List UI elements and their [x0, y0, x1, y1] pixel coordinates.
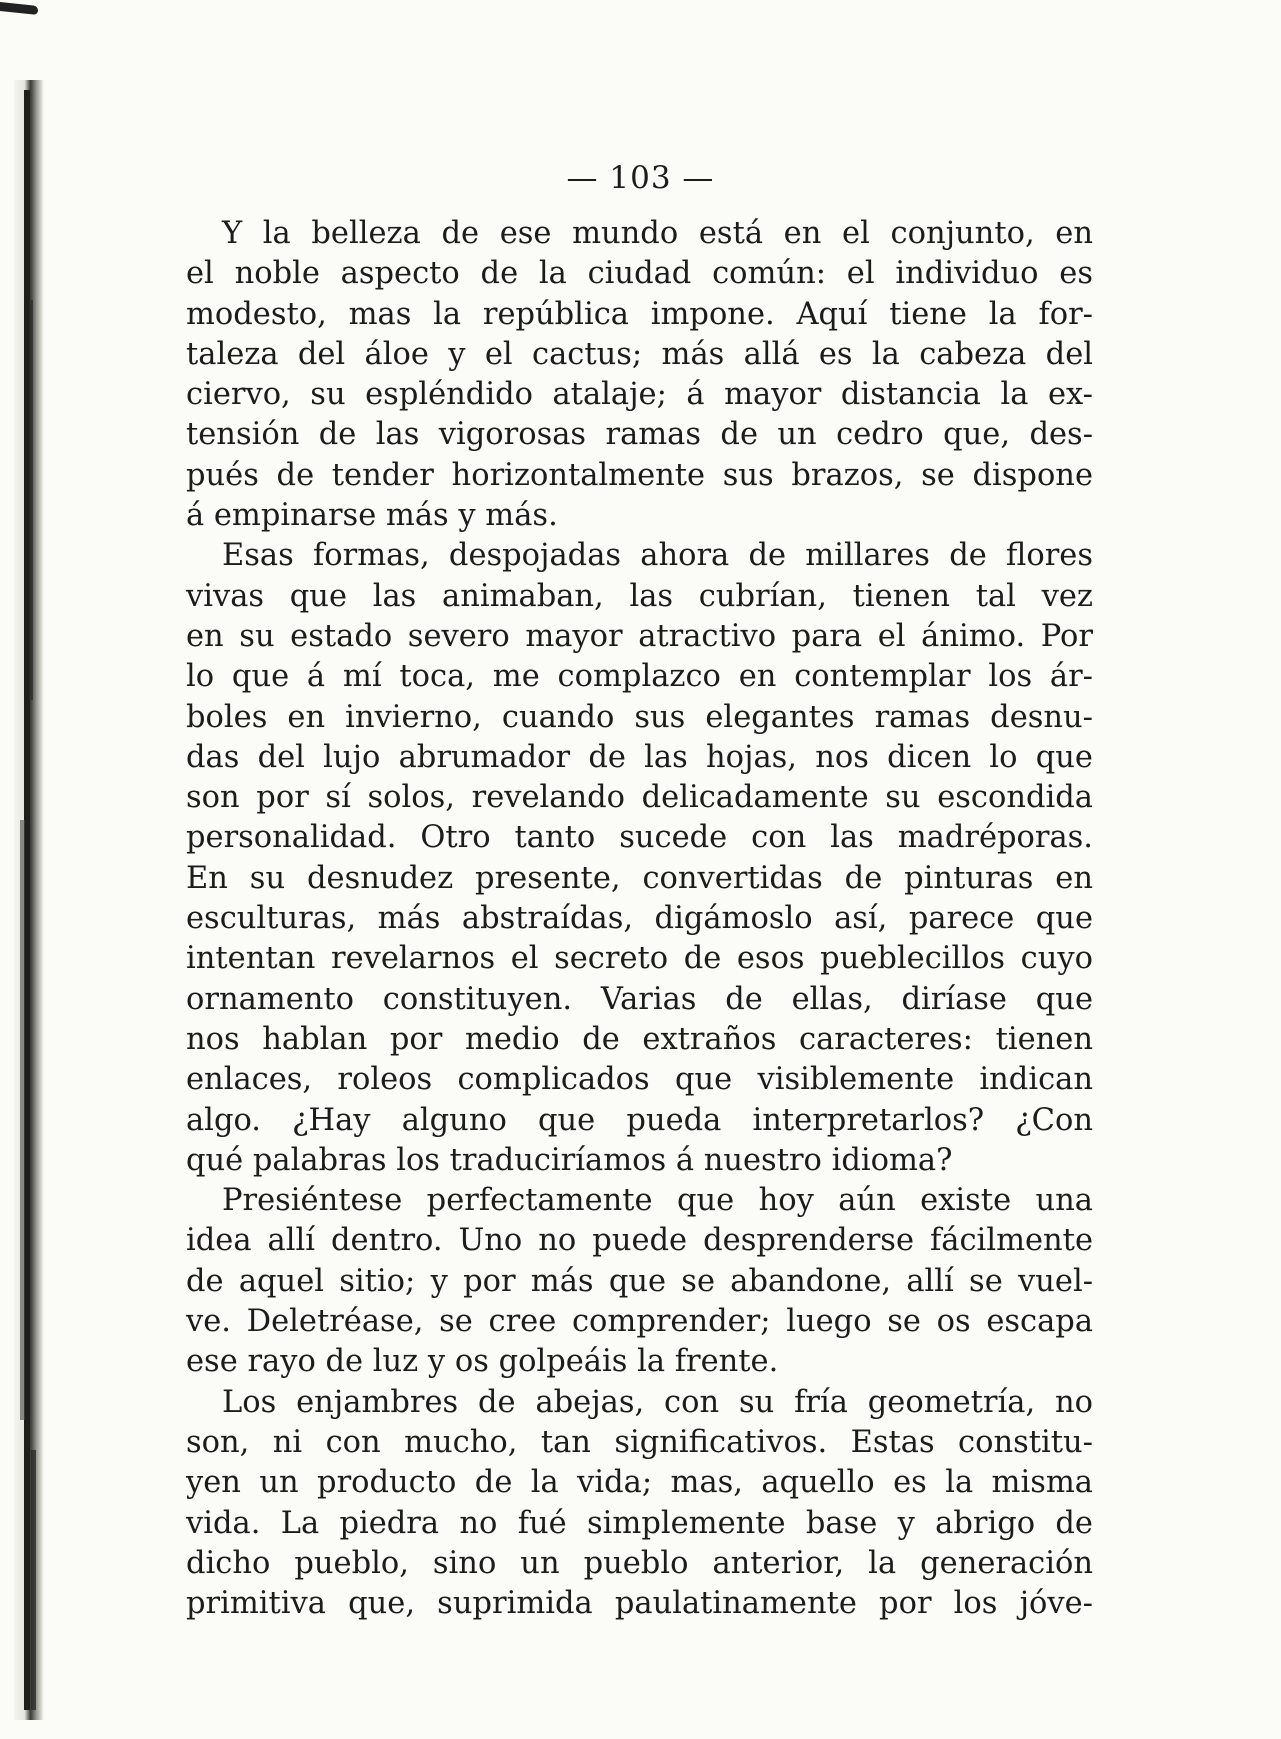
paragraph-4: [186, 1383, 1093, 1625]
text-line: son por sí solos, revelando delicadamente su escondida: [186, 780, 1093, 816]
paragraph-2: [186, 536, 1093, 1181]
text-line: dicho pueblo, sino un pueblo anterior, la generación: [186, 1545, 1093, 1581]
text-line: tensión de las vigorosas ramas de un cedro que, des-: [186, 417, 1093, 453]
text-line: Presiéntese perfectamente que hoy aún existe una: [222, 1183, 1093, 1219]
text-line: intentan revelarnos el secreto de esos pueblecillos cuyo: [186, 941, 1093, 977]
text-line: modesto, mas la república impone. Aquí tiene la for-: [186, 296, 1093, 332]
text-line: ornamento constituyen. Varias de ellas, diríase que: [186, 981, 1093, 1017]
text-line: yen un producto de la vida; mas, aquello es la misma: [186, 1465, 1093, 1501]
page-number: — 103 —: [566, 160, 715, 196]
page-binding-edge: [0, 0, 52, 1735]
paragraph-3: [186, 1181, 1093, 1382]
text-line: lo que á mí toca, me complazco en contemplar los ár-: [186, 659, 1093, 695]
text-line: vivas que las animaban, las cubrían, tienen tal vez: [186, 578, 1093, 614]
text-line: pués de tender horizontalmente sus brazos, se dispone: [186, 457, 1093, 493]
text-line: esculturas, más abstraídas, digámoslo así, parece que: [186, 901, 1093, 937]
text-line: á empinarse más y más.: [186, 498, 558, 534]
text-line: idea allí dentro. Uno no puede desprenderse fácilmente: [186, 1223, 1093, 1259]
text-line: ciervo, su espléndido atalaje; á mayor distancia la ex-: [186, 377, 1093, 413]
text-line: enlaces, roleos complicados que visiblemente indican: [186, 1062, 1093, 1098]
paragraph-1: [186, 214, 1093, 536]
text-line: taleza del áloe y el cactus; más allá es la cabeza del: [186, 336, 1093, 372]
text-line: son, ni con mucho, tan significativos. Estas constitu-: [186, 1424, 1093, 1460]
text-line: de aquel sitio; y por más que se abandone, allí se vuel-: [186, 1263, 1093, 1299]
text-line: En su desnudez presente, convertidas de pinturas en: [186, 860, 1093, 896]
text-line: Los enjambres de abejas, con su fría geometría, no: [222, 1384, 1093, 1420]
body-text: [186, 214, 1093, 1624]
text-line: Y la belleza de ese mundo está en el conjunto, en: [222, 216, 1093, 251]
text-line: ese rayo de luz y os golpeáis la frente.: [186, 1344, 779, 1380]
text-line: el noble aspecto de la ciudad común: el individuo es: [186, 256, 1093, 292]
text-line: nos hablan por medio de extraños caracteres: tienen: [186, 1021, 1093, 1057]
text-line: Esas formas, despojadas ahora de millares de flores: [222, 538, 1093, 574]
text-line: personalidad. Otro tanto sucede con las madréporas.: [186, 820, 1093, 856]
binding-shadow-graphic: [0, 0, 52, 1735]
text-line: ve. Deletréase, se cree comprender; luego se os escapa: [186, 1304, 1093, 1340]
text-line: das del lujo abrumador de las hojas, nos dicen lo que: [186, 739, 1093, 775]
text-line: algo. ¿Hay alguno que pueda interpretarlos? ¿Con: [186, 1102, 1093, 1138]
text-line: en su estado severo mayor atractivo para el ánimo. Por: [186, 618, 1093, 654]
text-line: vida. La piedra no fué simplemente base y abrigo de: [186, 1505, 1093, 1541]
text-line: boles en invierno, cuando sus elegantes ramas desnu-: [186, 699, 1093, 735]
text-line: primitiva que, suprimida paulatinamente por los jóve-: [186, 1586, 1093, 1622]
text-line: qué palabras los traduciríamos á nuestro idioma?: [186, 1142, 953, 1178]
